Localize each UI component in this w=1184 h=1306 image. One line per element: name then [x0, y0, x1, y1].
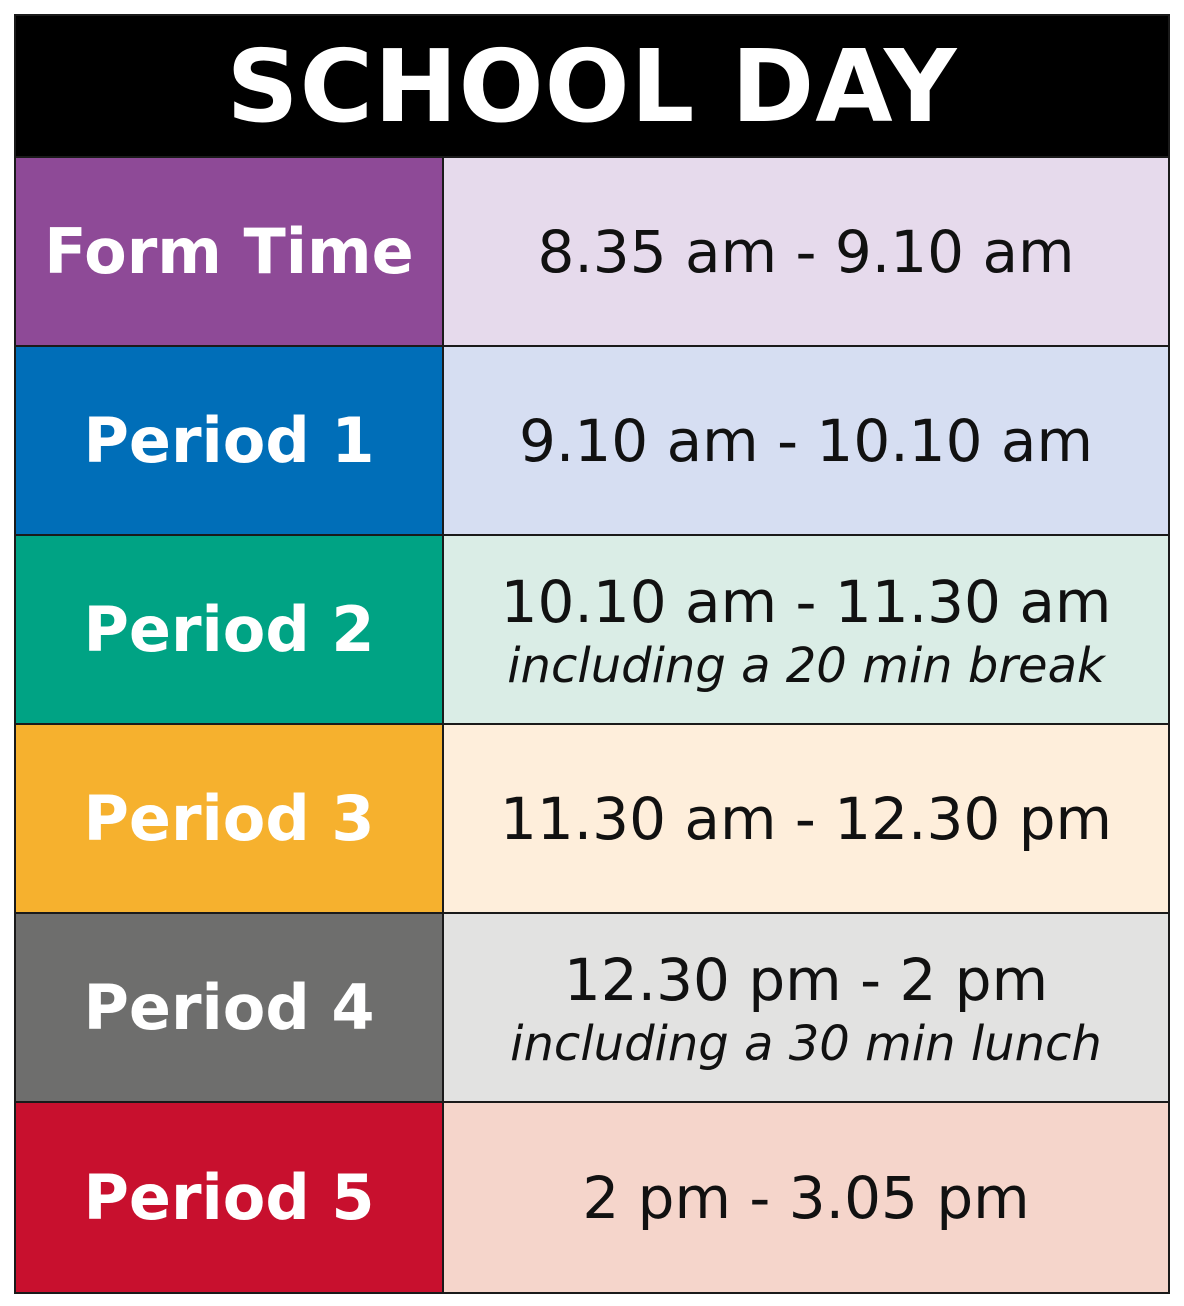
time-range: 8.35 am - 9.10 am: [537, 217, 1075, 286]
time-note: including a 30 min lunch: [510, 1015, 1102, 1072]
time-range: 12.30 pm - 2 pm: [563, 945, 1049, 1014]
row-value: [444, 1103, 1168, 1292]
time-range: 11.30 am - 12.30 pm: [499, 784, 1113, 853]
row-value: [444, 536, 1168, 723]
table-row-period-4: [16, 914, 1168, 1103]
row-label: Period 5: [16, 1103, 444, 1292]
time-range: 2 pm - 3.05 pm: [582, 1163, 1030, 1232]
row-value: [444, 914, 1168, 1101]
time-range: 9.10 am - 10.10 am: [519, 406, 1093, 475]
school-day-table: [14, 14, 1170, 1294]
row-value: [444, 158, 1168, 345]
time-note: including a 20 min break: [507, 637, 1105, 694]
row-value: [444, 347, 1168, 534]
row-label: Form Time: [16, 158, 444, 345]
table-row-period-1: [16, 347, 1168, 536]
row-label: Period 1: [16, 347, 444, 534]
row-label: Period 3: [16, 725, 444, 912]
table-row-period-3: [16, 725, 1168, 914]
row-label: Period 2: [16, 536, 444, 723]
row-value: [444, 725, 1168, 912]
row-label: Period 4: [16, 914, 444, 1101]
table-title: SCHOOL DAY: [16, 16, 1168, 158]
table-row-period-5: [16, 1103, 1168, 1292]
table-row-form-time: [16, 158, 1168, 347]
time-range: 10.10 am - 11.30 am: [500, 567, 1112, 636]
table-row-period-2: [16, 536, 1168, 725]
